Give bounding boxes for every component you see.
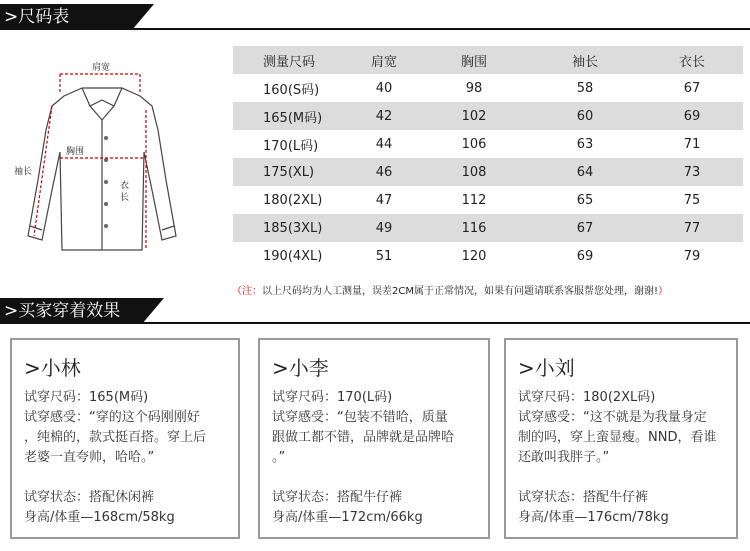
header-cell: 袖长 [529, 46, 641, 74]
review-card [10, 338, 240, 539]
review-size: 试穿尺码：180(2XL码) [518, 390, 656, 405]
table-cell: 116 [419, 214, 529, 242]
table-cell: 98 [465, 80, 483, 96]
header-cell: 胸围 [419, 46, 529, 74]
review-card [504, 338, 738, 539]
table-cell: 106 [461, 136, 487, 152]
review-feel-line: 制的吗，穿上蛮显瘦。NND，看谁 [518, 430, 717, 445]
header-cell: 测量尺码 [233, 46, 349, 74]
table-cell: 40 [375, 80, 393, 96]
table-row [233, 130, 743, 158]
chest-label: 胸围 [66, 147, 85, 157]
review-feel-line: 试穿感受：“穿的这个码刚刚好 [24, 410, 200, 425]
table-cell: 73 [641, 158, 743, 186]
review-body [272, 388, 480, 468]
size-table [233, 46, 743, 270]
review-feel-line: 跟做工都不错，品牌就是品牌哈 [272, 430, 455, 445]
table-row [233, 102, 743, 130]
header-cell: 肩宽 [349, 46, 419, 74]
review-card [258, 338, 490, 539]
review-size: 试穿尺码：165(M码) [24, 390, 149, 405]
table-cell: 67 [529, 214, 641, 242]
reviews-banner [0, 298, 142, 324]
table-cell: 51 [375, 248, 393, 264]
reviews-divider [0, 322, 750, 324]
reviewer-name: >小李 [272, 356, 329, 380]
table-cell: 47 [375, 192, 393, 208]
reviews-title: >买家穿着效果 [4, 301, 121, 321]
table-cell: 71 [683, 136, 701, 152]
note-suffix: ） [657, 286, 668, 297]
note-body: 以上尺码均为人工测量，误差2CM属于正常情况，如果有问题请联系客服帮您处理，谢谢! [262, 286, 658, 297]
table-cell: 79 [683, 248, 701, 264]
review-body [24, 388, 230, 468]
review-foot [24, 488, 230, 528]
table-row [233, 74, 743, 102]
table-cell: 120 [461, 248, 487, 264]
table-cell: 175(XL) [233, 158, 349, 186]
table-cell: 58 [576, 80, 594, 96]
table-cell: 190(4XL) [263, 248, 323, 264]
shirt-measurement-diagram [12, 60, 224, 276]
table-cell: 108 [419, 158, 529, 186]
review-feel-line: 试穿感受：“包装不错哈，质量 [272, 410, 448, 425]
review-feel-line: ，纯棉的，款式挺百搭。穿上后 [24, 430, 207, 445]
review-size: 试穿尺码：170(L码) [272, 390, 393, 405]
review-feel-line: 还敢叫我胖子。” [518, 450, 610, 465]
size-chart-divider [0, 28, 750, 30]
length-label-top: 衣 [120, 181, 130, 191]
table-cell: 46 [349, 158, 419, 186]
review-body-info: 身高/体重—172cm/66kg [272, 510, 423, 525]
review-feel-line: 试穿感受：“这不就是为我量身定 [518, 410, 707, 425]
table-row [233, 186, 743, 214]
table-cell: 63 [576, 136, 594, 152]
table-cell: 44 [375, 136, 393, 152]
table-row [233, 214, 743, 242]
table-cell: 64 [529, 158, 641, 186]
table-cell: 112 [461, 192, 487, 208]
table-cell: 69 [576, 248, 594, 264]
review-status: 试穿状态：搭配牛仔裤 [518, 490, 649, 505]
review-foot [272, 488, 480, 528]
review-status: 试穿状态：搭配休闲裤 [24, 490, 155, 505]
table-cell: 69 [641, 102, 743, 130]
size-chart-banner [0, 4, 132, 30]
review-body-info: 身高/体重—168cm/58kg [24, 510, 175, 525]
table-cell: 170(L码) [263, 138, 319, 154]
table-cell: 65 [576, 192, 594, 208]
review-body [518, 388, 728, 468]
table-cell: 67 [683, 80, 701, 96]
review-feel-line: 。” [272, 450, 286, 465]
table-cell: 185(3XL) [233, 214, 349, 242]
table-cell: 75 [683, 192, 701, 208]
review-foot [518, 488, 728, 528]
table-row [233, 242, 743, 270]
table-cell: 49 [349, 214, 419, 242]
table-cell: 42 [349, 102, 419, 130]
sleeve-label: 袖长 [14, 167, 33, 177]
measurement-note [232, 282, 668, 297]
shoulder-label: 肩宽 [92, 63, 111, 73]
table-row [233, 158, 743, 186]
size-chart-title: >尺码表 [4, 7, 70, 27]
reviewer-name: >小刘 [518, 356, 575, 380]
table-cell: 165(M码) [233, 102, 349, 130]
table-cell: 160(S码) [263, 82, 320, 98]
table-cell: 77 [641, 214, 743, 242]
table-cell: 102 [419, 102, 529, 130]
review-body-info: 身高/体重—176cm/78kg [518, 510, 669, 525]
reviewer-name: >小林 [24, 356, 81, 380]
size-table-header-row [233, 46, 743, 74]
note-prefix: （注： [232, 286, 262, 297]
table-cell: 180(2XL) [263, 192, 323, 208]
review-feel-line: 老婆一直夸帅，哈哈。” [24, 450, 155, 465]
table-cell: 60 [529, 102, 641, 130]
length-label-bottom: 长 [120, 193, 130, 203]
review-status: 试穿状态：搭配牛仔裤 [272, 490, 403, 505]
header-cell: 衣长 [641, 46, 743, 74]
